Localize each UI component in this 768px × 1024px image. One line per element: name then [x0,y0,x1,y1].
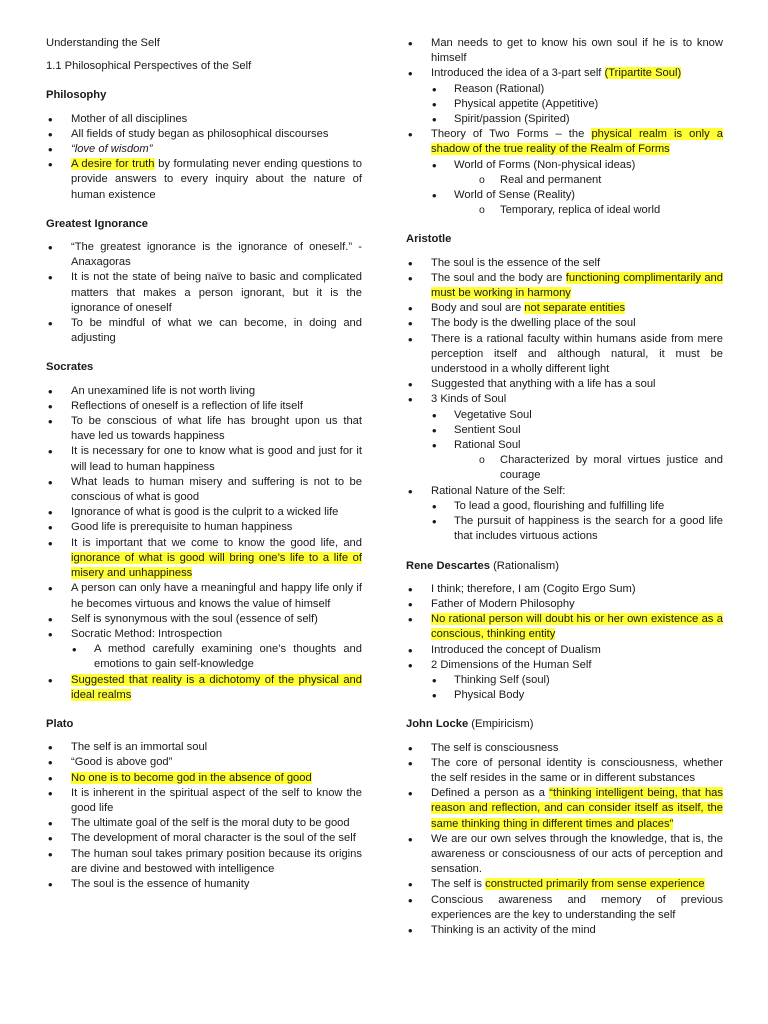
list-item [406,316,723,331]
text-run: A method carefully examining one’s thoughts and emotions to gain self-knowledge [94,643,362,671]
text-run: World of Forms (Non-physical ideas) [454,158,636,171]
text-run: Rational Nature of the Self: [431,484,566,497]
text-run: To be mindful of what we can become, in doing and adjusting [71,317,362,345]
list-item [406,97,723,112]
right-sections [406,36,723,938]
text-run: “Good is above god” [71,756,173,769]
text-run: To lead a good, flourishing and fulfilling life [454,499,665,512]
section-heading-plato [46,717,362,732]
section-heading-text: Socrates [46,361,94,374]
highlighted-text: not separate entities [524,302,626,315]
text-run: It is important that we come to know the good life, and [71,536,362,549]
text-run: It is inherent in the spiritual aspect of the self to know the good life [71,786,362,814]
bullet-list-continued [406,36,723,218]
document-title: Understanding the Self [46,37,160,49]
list-item [406,643,723,658]
document-subtitle: 1.1 Philosophical Perspectives of the Self [46,60,252,73]
list-item [406,377,723,392]
text-run: Father of Modern Philosophy [431,597,575,610]
list-item [406,582,723,597]
text-run: Thinking is an activity of the mind [431,923,596,936]
text-run: The soul and the body are [431,271,566,284]
list-item [406,158,723,173]
list-item [406,256,723,271]
text-run: Introduced the idea of a 3-part self [431,67,605,80]
list-item [406,408,723,423]
list-item [406,597,723,612]
list-item [46,771,362,786]
list-item [406,188,723,203]
text-run: Socratic Method: Introspection [71,627,223,640]
section-heading-text: Aristotle [406,233,452,246]
text-run: Man needs to get to know his own soul if he is to know himself [431,37,723,65]
text-run: Real and permanent [500,173,602,186]
bullet-list-plato [46,740,362,892]
list-item [406,82,723,97]
highlighted-text: A desire for truth [71,158,155,171]
text-run: The pursuit of happiness is the search for a good life that includes virtuous actions [454,515,723,543]
highlighted-text: “thinking intelligent being, that has reason and reflection, and can consider itself as itself, the same thinking thing in different times and places” [431,787,723,830]
section-heading-greatest-ignorance [46,217,362,232]
list-item [46,414,362,444]
list-item [46,673,362,703]
list-item [46,270,362,316]
text-run: Temporary, replica of ideal world [500,204,661,217]
bullet-list-philosophy [46,112,362,203]
list-item [46,786,362,816]
list-item [46,399,362,414]
text-run: What leads to human misery and suffering is not to be conscious of what is good [71,475,362,504]
text-run: Reflections of oneself is a reflection of life itself [71,399,303,412]
list-item [406,658,723,673]
left-column [46,36,362,892]
text-run: It is not the state of being naïve to basic and complicated matters that makes a person ignorant, but it is the ignorance of oneself [71,271,362,314]
section-heading-note: (Rationalism) [489,559,559,572]
text-run: The core of personal identity is consciousness, whether the self resides in the same or in different substances [431,756,723,784]
list-item [46,831,362,846]
list-item [406,612,723,642]
text-run: The soul is the essence of humanity [71,877,250,890]
highlighted-text: ignorance of what is good will bring one’s life to a life of misery and unhappiness [71,551,362,580]
text-run: Theory of Two Forms – the [431,128,592,141]
highlighted-text: No one is to become god in the absence of good [71,771,312,784]
section-heading-philosophy [46,88,362,103]
text-run: There is a rational faculty within humans aside from mere perception itself and although natural, it must be understood in a wholly different light [431,332,723,376]
list-item [406,301,723,316]
text-run: Characterized by moral virtues justice and courage [500,454,723,482]
text-run: Defined a person as a [431,787,550,800]
text-run: We are our own selves through the knowledge, that is, the awareness or consciousness of our acts of perception and sensation. [431,832,723,876]
text-run: Self is synonymous with the soul (essence of self) [71,612,318,625]
list-item [406,688,723,703]
list-item [46,612,362,627]
list-item [406,453,723,483]
bullet-list-rene-descartes [406,582,723,704]
section-heading-text: John Locke [406,718,469,731]
section-heading-john-locke [406,717,723,732]
list-item [406,514,723,544]
list-item [406,832,723,878]
list-item [406,499,723,514]
text-run: The soul is the essence of the self [431,256,601,269]
list-item [46,112,362,127]
list-item [46,475,362,505]
list-item [406,756,723,786]
list-item [406,423,723,438]
list-item [46,740,362,755]
text-run: A person can only have a meaningful and happy life only if he becomes virtuous and knows the value of himself [71,582,362,610]
text-run: “love of wisdom” [71,143,153,156]
text-run: Good life is prerequisite to human happiness [71,521,293,534]
highlighted-text: (Tripartite Soul) [604,67,682,80]
list-item [406,893,723,923]
list-item [406,66,723,81]
text-run: Suggested that anything with a life has a soul [431,378,656,391]
text-run: Vegetative Soul [454,408,532,421]
text-run: 3 Kinds of Soul [431,393,507,406]
bullet-list-socrates [46,384,362,703]
list-item [46,847,362,877]
text-run: Introduced the concept of Dualism [431,643,601,656]
list-item [406,203,723,218]
left-sections [46,88,362,892]
text-run: Rational Soul [454,439,521,452]
bullet-list-aristotle [406,256,723,545]
text-run: Sentient Soul [454,423,521,436]
list-item [46,316,362,346]
text-run: Body and soul are [431,302,525,315]
text-run: Physical appetite (Appetitive) [454,97,599,110]
text-run: The self is an immortal soul [71,741,208,754]
list-item [46,142,362,157]
list-item [406,877,723,892]
list-item [46,127,362,142]
section-heading-note: (Empiricism) [468,718,534,731]
section-heading-text: Philosophy [46,89,107,102]
list-item [46,816,362,831]
text-run: Physical Body [454,689,525,702]
list-item [46,157,362,203]
bullet-list-greatest-ignorance [46,240,362,346]
highlighted-text: constructed primarily from sense experience [485,878,705,891]
text-run: The self is consciousness [431,741,559,754]
text-run: To be conscious of what life has brought upon us that have led us towards happiness [71,415,362,443]
list-item [46,240,362,270]
list-item [46,520,362,535]
list-item [406,173,723,188]
list-item [406,741,723,756]
list-item [46,581,362,611]
text-run: An unexamined life is not worth living [71,384,256,397]
section-heading-text: Rene Descartes [406,559,490,572]
section-heading-socrates [46,360,362,375]
list-item [406,392,723,407]
text-run: The self is [431,878,486,891]
bullet-list-john-locke [406,741,723,939]
list-item [406,332,723,378]
text-run: The ultimate goal of the self is the moral duty to be good [71,817,350,830]
highlighted-text: No rational person will doubt his or her own existence as a conscious, thinking entity [431,613,723,641]
highlighted-text: functioning complimentarily and must be working in harmony [431,271,723,300]
text-run: 2 Dimensions of the Human Self [431,658,592,671]
list-item [406,112,723,127]
section-heading-text: Greatest Ignorance [46,217,148,230]
text-run: Conscious awareness and memory of previous experiences are the key to understanding the self [431,893,723,921]
text-run: The human soul takes primary position because its origins are divine and bestowed with intelligence [71,847,362,875]
text-run: I think; therefore, I am (Cogito Ergo Sum) [431,582,636,595]
list-item [46,536,362,582]
list-item [406,271,723,301]
list-item [406,484,723,499]
list-item [406,923,723,938]
text-run: Spirit/passion (Spirited) [454,113,570,126]
list-item [46,755,362,770]
list-item [46,627,362,642]
highlighted-text: Suggested that reality is a dichotomy of the physical and ideal realms [71,673,362,701]
list-item [46,505,362,520]
text-run: Mother of all disciplines [71,112,188,125]
list-item [406,127,723,157]
list-item [46,642,362,672]
text-run: World of Sense (Reality) [454,189,576,202]
text-run: Ignorance of what is good is the culprit to a wicked life [71,506,339,519]
section-heading-rene-descartes [406,559,723,574]
highlighted-text: physical realm is only a shadow of the true reality of the Realm of Forms [431,128,723,156]
list-item [406,673,723,688]
list-item [406,786,723,832]
text-run: by formulating never ending questions to provide answers to every inquiry about the nature of human existence [71,158,362,201]
text-run: It is necessary for one to know what is good and just for it will lead to human happiness [71,445,362,473]
right-column [406,36,723,938]
text-run: Reason (Rational) [454,82,545,95]
text-run: The development of moral character is the soul of the self [71,832,356,845]
text-run: The body is the dwelling place of the soul [431,317,636,330]
list-item [406,438,723,453]
list-item [46,444,362,474]
text-run: All fields of study began as philosophical discourses [71,127,329,140]
list-item [46,384,362,399]
list-item [406,36,723,66]
text-run: Thinking Self (soul) [454,673,550,686]
list-item [46,877,362,892]
text-run: “The greatest ignorance is the ignorance of oneself.” -Anaxagoras [71,241,362,269]
section-heading-text: Plato [46,717,74,730]
section-heading-aristotle [406,232,723,247]
